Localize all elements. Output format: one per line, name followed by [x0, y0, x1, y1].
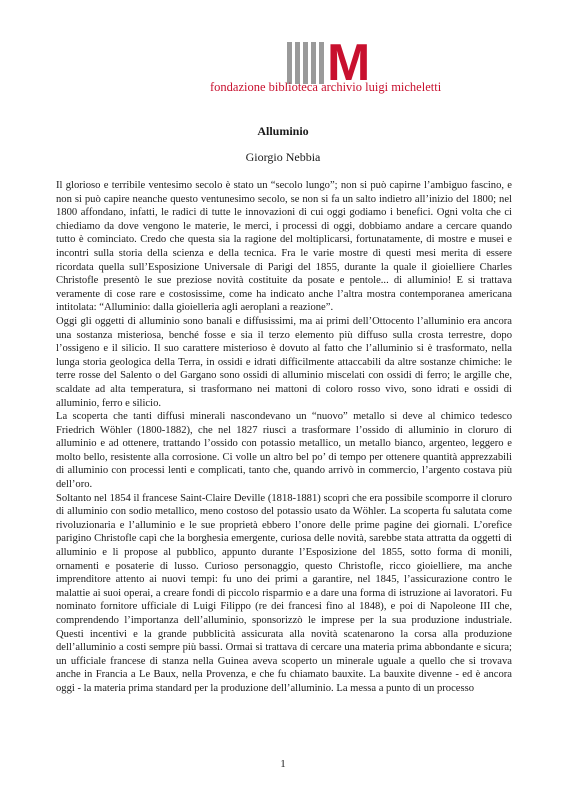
- logo-bar: [319, 42, 324, 84]
- paragraph: Il glorioso e terribile ventesimo secolo è stato un “secolo lungo”; non si può capirne l’ambiguo fascino, e non si può capire neanche questo ventunesimo secolo, se non si fa un salto indietro all’inizio del 1800; nel 1800 affondano, infatti, le radici di tutte le innovazioni di cui oggi godiamo i benefici. Ogni volta che ci chiediamo da dove vengono le materie, le merci, i processi di oggi, dobbiamo andare a cercare quando tutto è cominciato. Credo che questa sia la ragione del moltiplicarsi, fortunatamente, di mostre e musei e incontri sulla storia della scienza e della tecnica. Fra le varie mostre di questi mesi merita di essere ricordata quella sull’Esposizione Universale di Parigi del 1855, durante la quale il gioielliere Charles Christofle presentò le sue preziose novità costituite da posate e pentole... di alluminio! E si trattava veramente di cose rare e costosissime, come ha indicato anche l’altra mostra contemporanea americana intitolata: “Alluminio: dalla gioielleria agli aeroplani a reazione”.: [56, 180, 512, 314]
- logo-bar: [287, 42, 292, 84]
- logo-bar: [295, 42, 300, 84]
- article-title: Alluminio: [257, 124, 309, 138]
- paragraph: La scoperta che tanti diffusi minerali nascondevano un “nuovo” metallo si deve al chimico tedesco Friedrich Wöhler (1800-1882), che nel 1827 riuscì a trasformare l’ossido di alluminio in cloruro di alluminio e ad ottenere, trattando l’ossido con potassio metallico, un metallo bianco, argenteo, leggero e molto bello, resistente alla corrosione. Ci volle un altro bel po’ di tempo per ottenere quantità apprezzabili di alluminio con processi lenti e complicati, tanto che, quando arrivò in commercio, l’argento costava più dell’oro.: [56, 411, 512, 491]
- article-body: [56, 179, 512, 696]
- page-number: 1: [280, 758, 286, 770]
- paragraph: Oggi gli oggetti di alluminio sono banali e diffusissimi, ma ai primi dell’Ottocento l’alluminio era ancora una sostanza misteriosa, benché fosse e sia il terzo elemento più diffuso sulla crosta terrestre, dopo l’ossigeno e il silicio. Il suo carattere misterioso è dovuto al fatto che l’alluminio si è trasformato, nella lunga storia geologica della Terra, in ossidi e idrati difficilmente attaccabili da altre sostanze chimiche: le terre rosse del Salento o del Gargano sono ossidi di alluminio miscelati con ossidi di ferro; le argille che, scaldate ad alta temperatura, si trasformano nei mattoni di coloro rosso vivo, sono idrati e ossidi di alluminio, ferro e silicio.: [56, 315, 512, 409]
- logo-bar: [303, 42, 308, 84]
- logo-bar: [311, 42, 316, 84]
- logo-letter: M: [327, 34, 369, 92]
- article-author: Giorgio Nebbia: [245, 150, 321, 164]
- foundation-name: fondazione biblioteca archivio luigi micheletti: [210, 80, 442, 94]
- paragraph: Soltanto nel 1854 il francese Saint-Claire Deville (1818-1881) scoprì che era possibile scomporre il cloruro di alluminio con sodio metallico, meno costoso del potassio usato da Wöhler. La scoperta fu salutata come rivoluzionaria e l’alluminio e le sue proprietà ebbero l’onore delle prime pagine dei giornali. L’orefice parigino Christofle capì che la borghesia emergente, curiosa delle novità, sarebbe stata attratta da oggetti di alluminio e li propose al pubblico, appunto durante l’Esposizione del 1855, sotto forma di monili, ornamenti e posaterie di lusso. Curioso personaggio, questo Christofle, ricco gioielliere, ma anche imprenditore attento ai nuovi tempi: fu uno dei primi a garantire, nel 1845, l’assicurazione contro le malattie ai suoi operai, a creare fondi di piccolo risparmio e a dare una forma di istruzione ai lavoratori. Fu nominato fornitore ufficiale di Luigi Filippo (re dei francesi fino al 1848), e poi di Napoleone III che, comprendendo l’importanza dell’alluminio, sponsorizzò le imprese per la sua produzione industriale. Questi incentivi e la grande pubblicità assicurata alla novità scatenarono la corsa alla produzione dell’alluminio a costi sempre più bassi. Ormai si trattava di cercare una materia prima abbondante e sicura; un ufficiale francese di stanza nella Guinea aveva scoperto un minerale uguale a quello che si trovava anche in Francia a Le Baux, nella Provenza, e che fu chiamato bauxite. La bauxite divenne - ed è ancora oggi - la materia prima standard per la produzione dell’alluminio. La messa a punto di un processo: [56, 492, 512, 694]
